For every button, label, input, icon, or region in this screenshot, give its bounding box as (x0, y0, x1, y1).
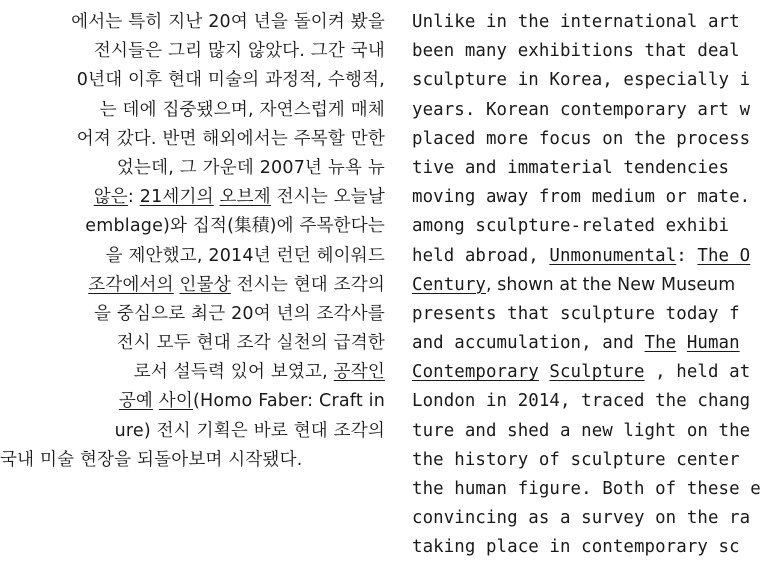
text-segment: presents that sculpture today f (412, 303, 740, 324)
underlined-title-segment: 공작인 (333, 362, 385, 383)
underlined-title-segment: Century (412, 274, 486, 295)
text-line (0, 242, 385, 271)
text-line (412, 533, 768, 562)
text-line (0, 154, 385, 183)
text-segment: 을 중심으로 최근 20여 년의 조각사를 (94, 303, 385, 324)
text-segment: 국내 미술 현장을 되돌아보며 시작됐다. (0, 449, 303, 470)
text-line (412, 417, 768, 446)
text-segment: placed more focus on the process (412, 128, 751, 149)
underlined-title-segment: Unmonumental (549, 245, 677, 266)
underlined-title-segment: Sculpture (549, 362, 645, 383)
text-segment: the history of sculpture center (412, 449, 740, 470)
text-line (412, 37, 768, 66)
text-line (412, 154, 768, 183)
text-segment: convincing as a survey on the ra (412, 508, 751, 529)
text-segment: 로서 설득력 있어 보였고, (133, 362, 334, 383)
text-segment: : (676, 245, 698, 266)
text-line (0, 183, 385, 212)
text-line (0, 446, 385, 475)
text-line (0, 125, 385, 154)
text-line (0, 8, 385, 37)
underlined-title-segment: The (644, 333, 677, 354)
text-segment: sculpture in Korea, especially i (412, 70, 751, 91)
text-segment: years. Korean contemporary art w (412, 99, 751, 120)
text-line (0, 358, 385, 387)
text-line (0, 96, 385, 125)
text-segment: 0년대 이후 현대 미술의 과정적, 수행적, (76, 70, 385, 91)
text-segment: 었는데, 그 가운데 2007년 뉴욕 뉴 (116, 157, 385, 178)
text-line (412, 504, 768, 533)
text-segment: 전시 모두 현대 조각 실천의 급격한 (116, 333, 385, 354)
text-line (412, 475, 768, 504)
text-segment: 을 제안했고, 2014년 런던 헤이워드 (105, 245, 385, 266)
text-segment: 전시는 현대 조각의 (230, 274, 385, 295)
text-segment: 전시는 오늘날 (270, 187, 385, 208)
text-line (412, 8, 768, 37)
text-segment: Unlike in the international art (412, 12, 740, 32)
text-segment: , shown at the New Museum (486, 274, 736, 295)
text-line (412, 66, 768, 95)
text-segment: taking place in contemporary sc (412, 537, 740, 558)
text-segment: : (127, 187, 140, 208)
text-line (0, 271, 385, 300)
text-segment: moving away from medium or mate. (412, 187, 751, 208)
text-line (412, 387, 768, 416)
text-line (0, 66, 385, 95)
text-line (412, 446, 768, 475)
text-segment: and accumulation, and (412, 333, 645, 354)
text-line (412, 242, 768, 271)
underlined-title-segment: 오브제 (219, 187, 271, 208)
text-line (0, 212, 385, 241)
underlined-title-segment: 조각에서의 (88, 274, 174, 295)
underlined-title-segment: 21세기의 (139, 187, 214, 208)
text-segment: 전시들은 그리 많지 않았다. 그간 국내 (93, 41, 385, 62)
underlined-title-segment: Contemporary (412, 362, 539, 383)
text-line (412, 96, 768, 125)
text-segment: , held at (644, 362, 751, 383)
text-segment (539, 362, 550, 382)
text-line (412, 329, 768, 358)
underlined-title-segment: 않은 (93, 187, 128, 208)
text-line (0, 300, 385, 329)
text-line (0, 417, 385, 446)
text-segment: tive and immaterial tendencies (412, 157, 730, 178)
text-line (0, 387, 385, 416)
text-segment: 는 데에 집중됐으며, 자연스럽게 매체 (99, 99, 385, 120)
text-segment: London in 2014, traced the chang (412, 391, 751, 412)
english-column (412, 8, 768, 563)
text-line (412, 183, 768, 212)
text-segment: held abroad, (412, 245, 550, 266)
text-segment: been many exhibitions that deal (412, 41, 740, 62)
underlined-title-segment: The O (697, 245, 751, 266)
text-segment: emblage)와 집적(集積)에 주목한다는 (85, 216, 385, 237)
underlined-title-segment: Human (686, 333, 740, 354)
text-segment: ture and shed a new light on the (412, 420, 751, 441)
text-segment: among sculpture-related exhibi (412, 216, 730, 237)
text-line (412, 271, 768, 300)
underlined-title-segment: 사이 (158, 391, 194, 412)
text-segment: the human figure. Both of these e (412, 479, 761, 499)
underlined-title-segment: 인물상 (179, 274, 231, 295)
text-line (412, 358, 768, 387)
text-segment: 어져 갔다. 반면 해외에서는 주목할 만한 (76, 128, 385, 149)
korean-column (0, 8, 385, 475)
text-line (0, 329, 385, 358)
text-line (412, 212, 768, 241)
text-line (0, 37, 385, 66)
text-segment: 에서는 특히 지난 20여 년을 돌이켜 봤을 (71, 12, 385, 32)
text-line (412, 125, 768, 154)
text-line (412, 300, 768, 329)
text-segment: ure) 전시 기획은 바로 현대 조각의 (114, 420, 385, 441)
underlined-title-segment: 공예 (118, 391, 154, 412)
text-segment: (Homo Faber: Craft in (193, 391, 385, 412)
text-segment (676, 333, 687, 353)
